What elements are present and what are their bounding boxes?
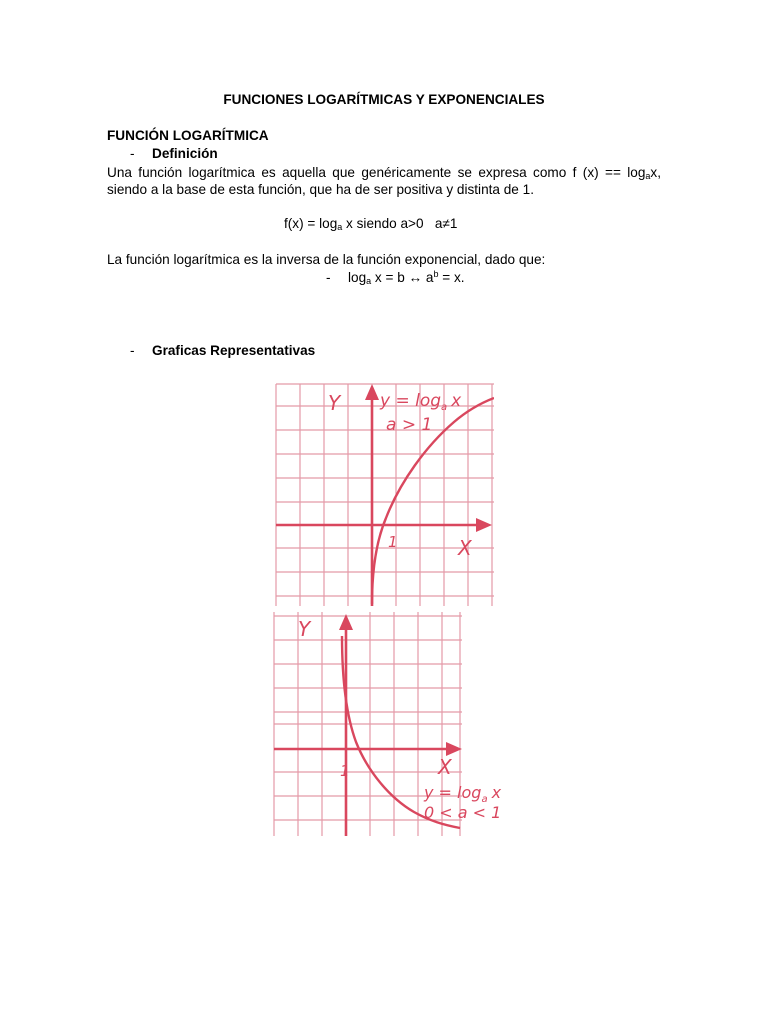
- section-heading: FUNCIÓN LOGARÍTMICA: [107, 128, 269, 143]
- formula-definition: $f(x) = \log_a x$ siendo a>0 a≠1: [284, 216, 458, 232]
- condition-label: a > 1: [386, 415, 433, 435]
- x-axis-arrow-icon: [476, 518, 492, 532]
- tick-label-one: 1: [388, 533, 398, 551]
- document-title: FUNCIONES LOGARÍTMICAS Y EXPONENCIALES: [223, 92, 545, 107]
- definition-line-1: Una función logarítmica es aquella que genéricamente se expresa como f $(x) == \log_ax$,: [107, 165, 661, 181]
- bullet-dash-graphs: -: [130, 343, 135, 358]
- bullet-dash-definition: -: [130, 146, 135, 161]
- axis-y-label: Y: [298, 617, 311, 641]
- inverse-formula: $\log_a x = b$ ↔ $a^b = x$.: [348, 269, 465, 286]
- function-label: $y = \log_a x$: [424, 783, 502, 805]
- tick-label-one: 1: [340, 762, 350, 780]
- inverse-sentence: La función logarítmica es la inversa de la función exponencial, dado que:: [107, 252, 546, 267]
- axis-y-label: Y: [328, 391, 341, 415]
- definition-paragraph: [107, 164, 661, 198]
- function-label: $y = \log_a x$: [380, 391, 462, 413]
- condition-label: 0 < a < 1: [424, 803, 502, 822]
- bullet-dash-inverse: -: [326, 270, 331, 285]
- subsection-definition: Definición: [152, 146, 218, 161]
- graph-log-decreasing: [274, 612, 502, 836]
- y-axis-arrow-icon: [365, 384, 379, 400]
- graph-log-increasing: [276, 384, 494, 606]
- definition-line-2: siendo a la base de esta función, que ha de ser positiva y distinta de 1.: [107, 182, 534, 197]
- axis-x-label: X: [458, 536, 472, 560]
- subsection-graphs: Graficas Representativas: [152, 343, 316, 358]
- axis-x-label: X: [438, 755, 452, 779]
